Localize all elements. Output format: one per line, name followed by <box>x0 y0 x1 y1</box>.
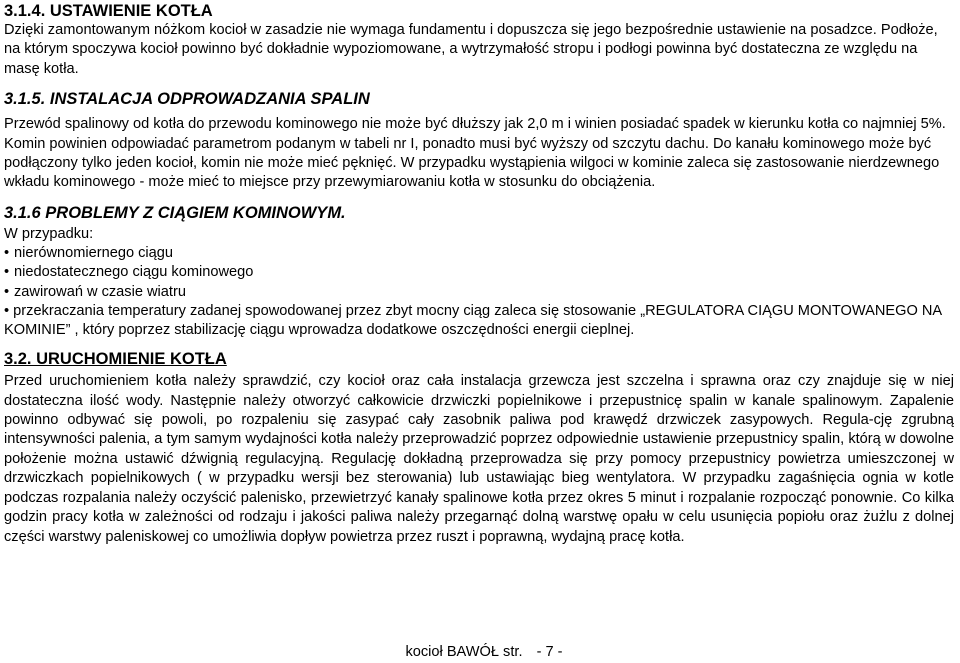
footer-label: kocioł BAWÓŁ str. <box>405 644 523 660</box>
problem-list <box>4 244 954 340</box>
document-page <box>4 0 954 663</box>
section-intro: W przypadku: <box>4 225 94 242</box>
section-body: Przed uruchomieniem kotła należy sprawdzić, czy kocioł oraz cała instalacja grzewcza jest szczelna i sprawna oraz czy znajduje się w niej dostateczna ilość wody. Następnie należy otworzyć całkowicie drzwiczki popielnikowe i przepustnicę spalin w kanale spalinowym. Zapalenie powinno odbywać się powoli, po rozpaleniu się zasypać cały zasobnik paliwa pod krawędź drzwiczek zasypowych. Regula-cję zgrubną intensywności palenia, a tym samym wydajności kotła należy przeprowadzić poprzez odpowiednie ustawienie przepustnicy spalin, którą w dowolne położenie można ustawić dźwignią regulacyjną. Regulację dokładną przeprowadza się przy pomocy przepustnicy powietrza umieszczonej w drzwiczkach popielnikowych ( w przypadku wersji bez sterowania) lub ustawiając bieg wentylatora. W przypadku zagaśnięcia ognia w kotle podczas rozpalania należy oczyścić palenisko, przewietrzyć kanały spalinowe kotła przez okres 5 minut i rozpalanie rozpocząć ponownie. Co kilka godzin pracy kotła w zależności od rodzaju i jakości paliwa należy przegarnąć dolną warstwę opału w celu usunięcia popiołu oraz żużlu z dolnej części warstwy paleniskowej co umożliwia dopływ powietrza przez ruszt i poprawną, wydajną pracę kotła. <box>4 373 954 545</box>
section-body: Przewód spalinowy od kotła do przewodu kominowego nie może być dłuższy jak 2,0 m i winien posiadać spadek w kierunku kotła co najmniej 5%. Komin powinien odpowiadać parametrom podanym w tabeli nr I, ponadto musi być wyższy od szczytu dachu. Do kanału kominowego może być podłączony tylko jeden kocioł, komin nie może mieć pęknięć. W przypadku wystąpienia wilgoci w kominie zaleca się zastosowanie nierdzewnego wkładu kominowego - może mieć to miejsce przy przewymiarowaniu kotła w stosunku do obciążenia. <box>4 116 946 191</box>
list-item-text: przekraczania temperatury zadanej spowodowanej przez zbyt mocny ciąg zaleca się stosowanie „REGULATORA CIĄGU MONTOWANEGO NA KOMINIE” , który poprzez stabilizację ciągu wprowadza dodatkowe oszczędności energii cieplnej. <box>4 302 942 339</box>
bullet-icon: • <box>4 283 10 300</box>
list-item-text: nierównomiernego ciągu <box>14 245 174 262</box>
section-heading: 3.1.6 PROBLEMY Z CIĄGIEM KOMINOWYM. <box>4 203 346 222</box>
section-heading: 3.2. URUCHOMIENIE KOTŁA <box>4 350 227 369</box>
list-item-text: zawirowań w czasie wiatru <box>14 283 186 300</box>
section-3-1-5 <box>4 89 954 193</box>
section-heading: 3.1.4. USTAWIENIE KOTŁA <box>4 2 213 20</box>
section-heading: 3.1.5. INSTALACJA ODPROWADZANIA SPALIN <box>4 90 370 109</box>
section-3-1-6 <box>4 203 954 340</box>
bullet-icon: • <box>4 245 10 262</box>
list-item <box>4 302 954 340</box>
section-3-1-4 <box>4 1 954 79</box>
bullet-icon: • <box>4 264 10 281</box>
bullet-icon: • <box>4 302 10 319</box>
list-item <box>4 283 954 302</box>
list-item <box>4 263 954 282</box>
page-footer <box>4 643 954 661</box>
list-item <box>4 244 954 263</box>
section-3-2 <box>4 349 954 547</box>
list-item-text: niedostatecznego ciągu kominowego <box>14 264 254 281</box>
section-body: Dzięki zamontowanym nóżkom kocioł w zasadzie nie wymaga fundamentu i dopuszcza się jego bezpośrednie ustawienie na posadzce. Podłoże, na którym spoczywa kocioł powinno być dokładnie wypoziomowane, a wytrzymałość stropu i podłogi powinna być dostateczna ze względu na masę kotła. <box>4 22 938 77</box>
page-number: - 7 - <box>536 644 563 660</box>
